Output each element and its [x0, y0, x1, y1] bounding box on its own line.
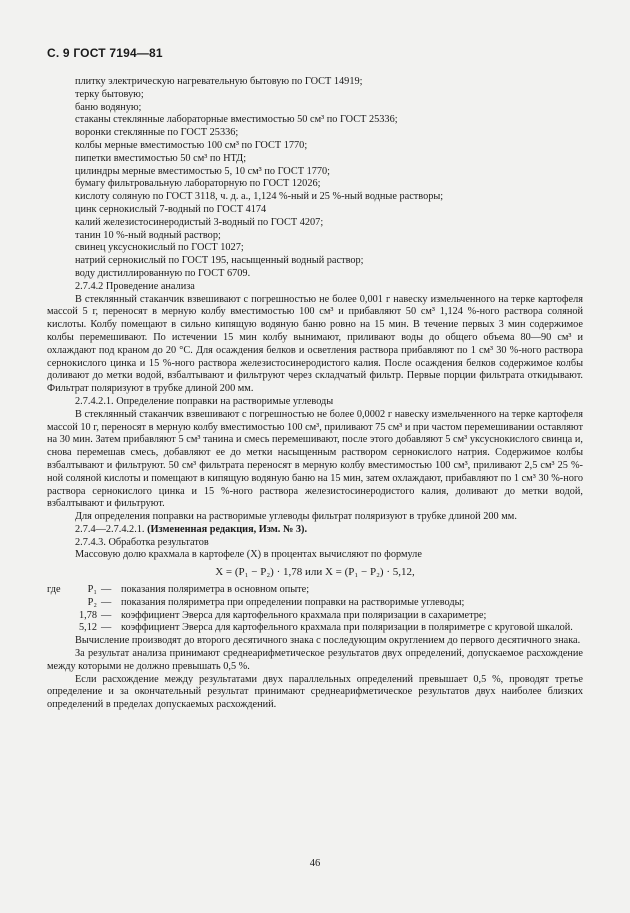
definitions-list — [47, 584, 583, 635]
definition-symbol-text: P₂ — [87, 596, 97, 608]
definition-symbol — [47, 622, 101, 635]
formula: X = (P₁ − P₂) · 1,78 или X = (P₁ − P₂) · 5,12, — [215, 566, 415, 579]
equipment-list-item: натрий сернокислый по ГОСТ 195, насыщенный водный раствор; — [75, 255, 364, 267]
equipment-list-item: танин 10 %-ный водный раствор; — [75, 229, 221, 241]
equipment-list-item: бумагу фильтровальную лабораторную по ГОСТ 12026; — [75, 178, 321, 190]
section-heading-27421: 2.7.4.2.1. Определение поправки на растворимые углеводы — [75, 395, 334, 407]
definition-text: коэффициент Эверса для картофельного крахмала при поляризации в поляриметре с круговой шкалой. — [121, 622, 573, 634]
section-heading-2743: 2.7.4.3. Обработка результатов — [75, 536, 209, 548]
definition-text: коэффициент Эверса для картофельного крахмала при поляризации в сахариметре; — [121, 609, 487, 621]
equipment-list-item: терку бытовую; — [75, 88, 144, 100]
equipment-list-item: пипетки вместимостью 50 см³ по НТД; — [75, 152, 247, 164]
equipment-list-item: калий железистосинеродистый 3-водный по ГОСТ 4207; — [75, 216, 324, 228]
section-heading-2742: 2.7.4.2 Проведение анализа — [75, 280, 195, 292]
definition-symbol-text: 5,12 — [78, 622, 97, 634]
definition-row — [47, 610, 583, 623]
paragraph-analysis: В стеклянный стаканчик взвешивают с погрешностью не более 0,001 г навеску измельченного на терке картофеля массой 5 г, переносят в мерную колбу вместимостью 100 см³ и прибавляют 50 см³ 1,124 %-ного раствора соляной кислоты. Колбу помещают в сильно кипящую водяную баню ровно на 15 мин. В течение первых 3 мин содержимое колбы перемешивают. По истечении 15 мин колбу вынимают, приливают воды до общего объема 80—90 см³ и охлаждают под краном до 20 °С. Для осаждения белков и осветления раствора прибавляют по 1 см³ 30 %-ного раствора сернокислого цинка и 15 %-ного раствора железистосинеродистого калия. После осаждения белков содержимое колбы доливают до метки водой, взбалтывают и фильтруют через складчатый фильтр. Первые порции фильтрата откидывают. Фильтрат поляризуют в трубке длиной 200 мм. — [47, 293, 583, 395]
equipment-list-item: воду дистиллированную по ГОСТ 6709. — [75, 267, 251, 279]
formula-intro: Массовую долю крахмала в картофеле (X) в процентах вычисляют по формуле — [75, 549, 422, 561]
paragraph-correction: В стеклянный стаканчик взвешивают с погрешностью не более 0,0002 г навеску измельченного на терке картофеля массой 10 г, переносят в мерную колбу вместимостью 100 см³, приливают 75 см³ и при частом перемешивании оставляют на 30 мин. Затем прибавляют 5 см³ танина и смесь перемешивают, после этого добавляют 5 см³ уксуснокислого свинца и, снова перемешав смесь, добавляют ее до метки насыщенным раствором сернокислого натрия. Содержимое колбы взбалтывают и фильтруют. 50 см³ фильтрата переносят в мерную колбу вместимостью 100 см³, приливают 2,5 см³ 25 %-ной соляной кислоты и помещают в кипящую водяную баню на 15 мин, затем охлаждают, прибавляют по 1 см³ 30 %-ного раствора сернокислого цинка и 15 %-ного раствора железистосинеродистого калия, доливают до метки водой, взбалтывают и фильтруют. — [47, 408, 584, 510]
equipment-list-item: свинец уксуснокислый по ГОСТ 1027; — [75, 242, 244, 254]
page-number: 46 — [309, 858, 321, 869]
paragraph-rounding: Вычисление производят до второго десятичного знака с последующим округлением до первого десятичного знака. — [75, 635, 581, 647]
equipment-list-item: стаканы стеклянные лабораторные вместимостью 50 см³ по ГОСТ 25336; — [75, 114, 398, 126]
amendment-ref: 2.7.4—2.7.4.2.1. — [75, 523, 148, 535]
definition-symbol-text: P₁ — [87, 584, 97, 596]
where-word: где — [47, 584, 61, 596]
definition-symbol — [47, 597, 101, 610]
definition-row — [47, 597, 583, 610]
paragraph-result: За результат анализа принимают среднеарифметическое результатов двух определений, допускаемое расхождение между которыми не должно превышать 0,5 %. — [47, 648, 583, 672]
running-head: С. 9 ГОСТ 7194—81 — [47, 46, 163, 60]
equipment-list — [47, 76, 583, 281]
definition-symbol-text: 1,78 — [78, 609, 97, 621]
equipment-list-item: кислоту соляную по ГОСТ 3118, ч. д. а., 1,124 %-ный и 25 %-ный водные растворы; — [75, 191, 444, 203]
equipment-list-item: цилиндры мерные вместимостью 5, 10 см³ по ГОСТ 1770; — [75, 165, 331, 177]
definition-text: показания поляриметра в основном опыте; — [121, 584, 310, 596]
equipment-list-item: баню водяную; — [75, 101, 142, 113]
equipment-list-item: воронки стеклянные по ГОСТ 25336; — [75, 127, 239, 139]
definition-row — [47, 584, 583, 597]
definition-text: показания поляриметра при определении поправки на растворимые углеводы; — [121, 596, 465, 608]
equipment-list-item: колбы мерные вместимостью 100 см³ по ГОСТ 1770; — [75, 139, 308, 151]
equipment-list-item: плитку электрическую нагревательную бытовую по ГОСТ 14919; — [75, 76, 363, 87]
document-body — [47, 76, 583, 712]
amendment-bold: (Измененная редакция, Изм. № 3). — [147, 523, 308, 535]
definition-dash: — — [101, 609, 112, 621]
paragraph-correction-2: Для определения поправки на растворимые углеводы фильтрат поляризуют в трубке длиной 200 мм. — [75, 511, 517, 523]
definition-row — [47, 622, 583, 635]
definition-symbol — [47, 610, 101, 623]
paragraph-discrepancy: Если расхождение между результатами двух параллельных определений превышает 0,5 %, проводят третье определение и за окончательный результат принимают среднеарифметическое результатов двух наиболее близких определений в пределах допускаемых расхождений. — [47, 673, 583, 711]
definition-dash: — — [101, 584, 112, 596]
definition-dash: — — [101, 596, 112, 608]
amendment-note — [47, 524, 583, 537]
definition-dash: — — [101, 622, 112, 634]
equipment-list-item: цинк сернокислый 7-водный по ГОСТ 4174 — [75, 203, 267, 215]
